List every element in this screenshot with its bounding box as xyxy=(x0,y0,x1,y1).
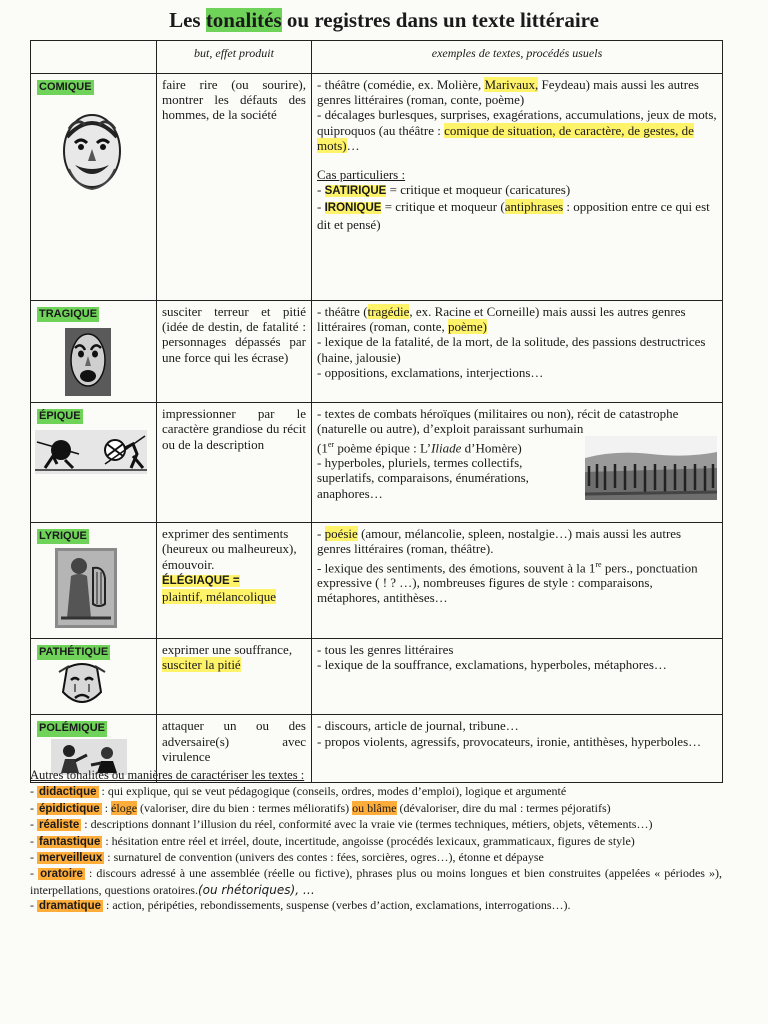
polemique-example-1: - discours, article de journal, tribune… xyxy=(317,718,519,734)
army-crowd-photo xyxy=(585,436,717,500)
tonalities-table xyxy=(30,40,723,783)
other-dramatique: - dramatique : action, péripéties, rebondissements, suspense (verbes d’action, exclamations, interrogations…). xyxy=(30,898,571,913)
weeping-face-icon xyxy=(57,662,107,710)
lyre-player-icon xyxy=(55,548,117,628)
examples-cell-comique xyxy=(312,74,723,301)
comique-example-1: - théâtre (comédie, ex. Molière, Marivaux, Feydeau) mais aussi les autres genres littéraires (roman, conte, poème) xyxy=(317,77,699,108)
other-tonalities-section xyxy=(30,768,722,915)
examples-cell-lyrique xyxy=(312,523,723,639)
table-row-tragique xyxy=(31,301,723,403)
effect-cell-epique: impressionner par le caractère grandiose du récit ou de la description xyxy=(157,403,312,523)
tragique-example-2: - lexique de la fatalité, de la mort, de la solitude, des passions destructrices (haine, jalousie) xyxy=(317,334,706,365)
effect-cell-pathetique: exprimer une souffrance, susciter la pitié xyxy=(157,639,312,715)
others-title: Autres tonalités ou manières de caractériser les textes : xyxy=(30,768,305,782)
tone-label-comique: COMIQUE xyxy=(37,80,94,95)
title-highlight: tonalités xyxy=(205,8,282,32)
table-row-comique xyxy=(31,74,723,301)
title-part2: ou registres dans un texte littéraire xyxy=(281,8,599,32)
tone-label-tragique: TRAGIQUE xyxy=(37,307,99,322)
table-row-epique xyxy=(31,403,723,523)
cas-particuliers: Cas particuliers : xyxy=(317,167,406,183)
tone-label-pathetique: PATHÉTIQUE xyxy=(37,645,110,660)
effect-cell-tragique: susciter terreur et pitié (idée de destin, de fatalité : personnages dépassés par une force qui les écrase) xyxy=(157,301,312,403)
greek-warriors-icon xyxy=(35,430,147,474)
header-examples: exemples de textes, procédés usuels xyxy=(312,41,723,74)
examples-cell-epique xyxy=(312,403,723,523)
other-epidictique: - épidictique : éloge (valoriser, dire du bien : termes mélioratifs) ou blâme (dévaloriser, dire du mal : termes péjoratifs) xyxy=(30,800,611,815)
epique-example-1: - textes de combats héroïques (militaires ou non), récit de catastrophe (naturelle ou autre), d’exploit paraissant surhumain xyxy=(317,406,679,437)
lyrique-example-1: - poésie (amour, mélancolie, spleen, nostalgie…) mais aussi les autres genres littéraires (roman, théâtre). xyxy=(317,526,682,557)
tone-cell-epique xyxy=(31,403,157,523)
other-didactique: - didactique : qui explique, qui se veut pédagogique (conseils, ordres, modes d’emploi), logique et argumenté xyxy=(30,784,567,799)
examples-cell-tragique xyxy=(312,301,723,403)
other-oratoire: - oratoire : discours adressé à une assemblée (réelle ou fictive), phrases plus ou moins longues et bien construites (appelées « périodes »), interpellations, questions oratoires.(ou rhétoriques), … xyxy=(30,866,722,897)
examples-cell-pathetique xyxy=(312,639,723,715)
handwritten-note: (ou rhétoriques), … xyxy=(197,882,315,897)
tone-cell-comique xyxy=(31,74,157,301)
polemique-example-2: - propos violents, agressifs, provocateurs, ironie, antithèses, hyperboles… xyxy=(317,733,702,749)
tone-cell-lyrique xyxy=(31,523,157,639)
elegiaque-label: ÉLÉGIAQUE = xyxy=(162,574,240,587)
pathetique-example-1: - tous les genres littéraires xyxy=(317,642,454,658)
tone-cell-pathetique xyxy=(31,639,157,715)
tragique-example-1: - théâtre (tragédie, ex. Racine et Corneille) mais aussi les autres genres littéraires (roman, conte, poème) xyxy=(317,304,686,335)
tone-label-polemique: POLÉMIQUE xyxy=(37,721,107,736)
tone-label-epique: ÉPIQUE xyxy=(37,409,83,424)
other-merveilleux: - merveilleux : surnaturel de convention (univers des contes : fées, sorcières, ogres…), étonne et dépayse xyxy=(30,850,544,865)
lyrique-example-2: - lexique des sentiments, des émotions, souvent à la 1re pers., ponctuation expressive ( ! ? …), nombreuses figures de style : comparaisons, métaphores, antithèses… xyxy=(317,559,698,606)
ironique-line: - IRONIQUE = critique et moqueur (antiphrases : opposition entre ce qui est dit et pensé) xyxy=(317,199,710,232)
epique-iliade-line: (1er poème épique : L’Iliade d’Homère) xyxy=(317,439,522,455)
effect-cell-polemique: attaquer un ou des adversaire(s) avec virulence xyxy=(157,715,312,783)
table-row-pathetique xyxy=(31,639,723,715)
epique-example-2: - hyperboles, pluriels, termes collectifs, superlatifs, comparaisons, énumérations, anaphores… xyxy=(317,455,529,501)
tone-label-lyrique: LYRIQUE xyxy=(37,529,89,544)
table-row-lyrique xyxy=(31,523,723,639)
effect-cell-lyrique: exprimer des sentiments (heureux ou malheureux), émouvoir. ÉLÉGIAQUE = plaintif, mélancolique xyxy=(157,523,312,639)
satirique-line: - SATIRIQUE = critique et moqueur (caricatures) xyxy=(317,182,571,198)
tragique-example-3: - oppositions, exclamations, interjections… xyxy=(317,364,544,380)
other-fantastique: - fantastique : hésitation entre réel et irréel, doute, incertitude, angoisse (procédés lexicaux, grammaticaux, figures de style) xyxy=(30,833,635,848)
comedy-mask-icon xyxy=(57,109,127,193)
elegiaque-text: plaintif, mélancolique xyxy=(162,589,277,605)
tone-cell-tragique xyxy=(31,301,157,403)
header-effect: but, effet produit xyxy=(157,41,312,74)
tragedy-mask-icon xyxy=(63,326,113,398)
pathetique-example-2: - lexique de la souffrance, exclamations, hyperboles, métaphores… xyxy=(317,657,667,673)
effect-cell-comique: faire rire (ou sourire), montrer les défauts des hommes, de la société xyxy=(157,74,312,301)
comique-example-2: - décalages burlesques, surprises, exagérations, accumulations, jeux de mots, quiproquos (au théâtre : comique de situation, de caractère, de gestes, de mots)… xyxy=(317,107,717,153)
header-empty xyxy=(31,41,157,74)
title-part1: Les xyxy=(169,8,206,32)
page-title xyxy=(0,8,768,33)
table-header-row xyxy=(31,41,723,74)
other-realiste: - réaliste : descriptions donnant l’illusion du réel, conformité avec la vraie vie (termes techniques, métiers, objets, vêtements…) xyxy=(30,817,653,832)
